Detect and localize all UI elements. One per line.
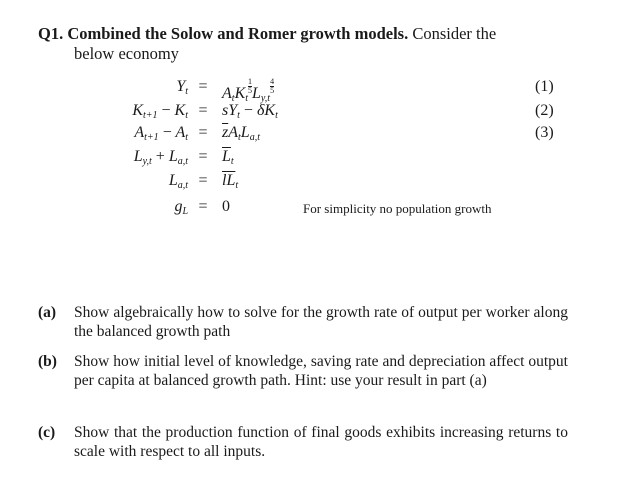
- equation-6-rhs: 0: [222, 198, 230, 215]
- equation-6-rel: =: [198, 198, 208, 215]
- equation-5-rel: =: [198, 172, 208, 189]
- exponent-one-fifth: $\frac{1}{5}$: [248, 77, 253, 95]
- part-c-label: (c): [38, 424, 56, 441]
- equation-3-lhs: $A_{t+1} - A_t$: [134, 124, 188, 143]
- equation-3-rel: =: [198, 124, 208, 141]
- question-number: Q1.: [38, 24, 64, 43]
- equation-6: [0, 198, 630, 220]
- equation-1: [0, 77, 630, 104]
- equation-5-lhs: $L_{a,t}$: [168, 172, 188, 191]
- equation-2-rhs: $sY_t - \delta K_t$: [222, 102, 278, 121]
- equation-4-rhs: $\overline{L}_t$: [222, 148, 234, 167]
- equation-2-lhs: $K_{t+1} - K_t$: [132, 102, 188, 121]
- part-b: [38, 352, 568, 390]
- part-a-text: Show algebraically how to solve for the growth rate of output per worker along the balanced growth path: [74, 304, 568, 340]
- part-b-text: Show how initial level of knowledge, saving rate and depreciation affect output per capita at balanced growth path. Hint: use your result in part (a): [74, 353, 568, 389]
- question-header: [38, 24, 558, 64]
- question-intro-1: Consider the: [412, 24, 497, 43]
- question-title: Combined the Solow and Romer growth models.: [67, 24, 409, 43]
- part-a: [38, 303, 568, 341]
- equation-1-lhs: $Y_t$: [176, 78, 188, 97]
- population-growth-note: For simplicity no population growth: [303, 201, 492, 216]
- equation-4: [0, 148, 630, 170]
- question-intro-2: below economy: [74, 44, 179, 63]
- exponent-four-fifths: $\frac{4}{5}$: [270, 77, 275, 95]
- equation-4-rel: =: [198, 148, 208, 165]
- equation-4-lhs: $L_{y,t} + L_{a,t}$: [133, 148, 188, 167]
- part-a-label: (a): [38, 304, 57, 321]
- equation-1-rhs: $A_tK_t$ $\frac{1}{5}$ $L_{y,t}$ $\frac{4}{5}$: [222, 77, 275, 104]
- equation-5: [0, 172, 630, 194]
- part-c: [38, 423, 568, 461]
- equation-3-rhs: $\overline{z}A_tL_{a,t}$: [222, 124, 260, 143]
- equation-2-tag: (2): [535, 102, 554, 119]
- part-b-label: (b): [38, 353, 57, 370]
- equation-5-rhs: $\overline{l}\overline{L}_t$: [222, 172, 239, 191]
- equation-3: [0, 124, 630, 146]
- equation-1-tag: (1): [535, 78, 554, 95]
- equation-2: [0, 102, 630, 124]
- equation-6-lhs: $g_L$: [174, 198, 188, 217]
- equation-3-tag: (3): [535, 124, 554, 141]
- equation-2-rel: =: [198, 102, 208, 119]
- part-c-text: Show that the production function of final goods exhibits increasing returns to scale with respect to all inputs.: [74, 424, 568, 460]
- equation-1-rel: =: [198, 78, 208, 95]
